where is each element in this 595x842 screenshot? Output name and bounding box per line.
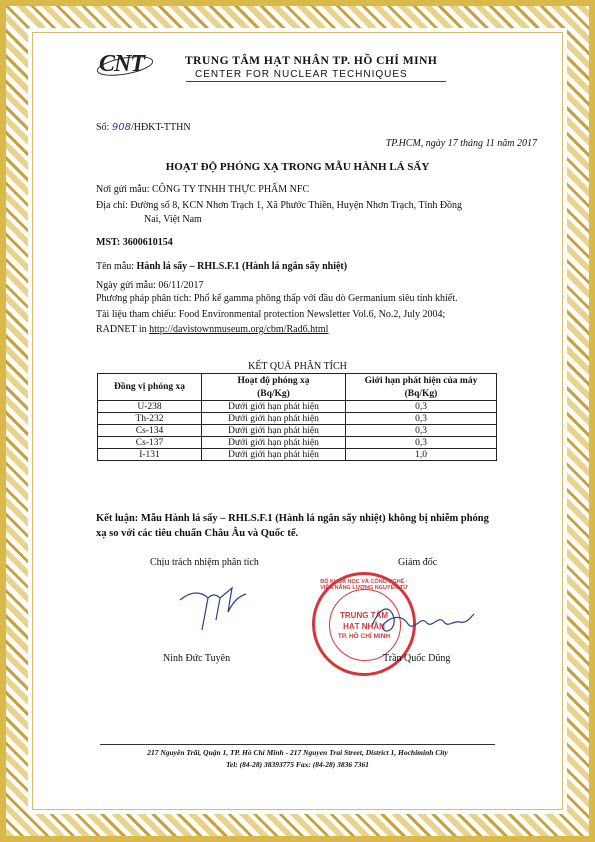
sample-name-label: Tên mẫu: [96,261,137,272]
header-divider [186,81,446,82]
sender-line: Nơi gửi mẫu: CÔNG TY TNHH THỰC PHẨM NFC [96,184,310,195]
isotope-cell: Cs-137 [98,437,202,449]
address-line-2: Nai, Việt Nam [144,214,202,225]
header-limit: Giới hạn phát hiện của máy [346,374,497,388]
document-number [96,122,191,133]
limit-cell: 0,3 [346,425,497,437]
director-name: Trần Quốc Dũng [383,653,451,664]
reference-line-2 [96,323,328,336]
header-isotope: Đồng vị phóng xạ [98,374,202,401]
sample-name [96,260,347,273]
document-title: HOẠT ĐỘ PHÓNG XẠ TRONG MẪU HÀNH LÁ SẤY [165,161,430,173]
activity-cell: Dưới giới hạn phát hiện [202,425,346,437]
org-name-vi: TRUNG TÂM HẠT NHÂN TP. HỒ CHÍ MINH [185,55,438,67]
cnt-logo [95,52,155,80]
tax-code: MST: 3600610154 [96,237,173,248]
activity-cell: Dưới giới hạn phát hiện [202,449,346,461]
director-title: Giám đốc [398,557,438,568]
limit-cell: 0,3 [346,401,497,413]
sample-name-value: Hành lá sấy – RHLS.F.1 (Hành lá ngắn sấy nhiệt) [136,261,348,272]
analyst-name: Ninh Đức Tuyên [163,653,231,664]
isotope-cell: Th-232 [98,413,202,425]
place-date: TP.HCM, ngày 17 tháng 11 năm 2017 [385,138,537,149]
results-caption: KẾT QUẢ PHÂN TÍCH [248,361,347,372]
stamp-center-1: TRUNG TÂM [340,611,388,620]
table-row [98,449,497,461]
limit-unit: (Bq/Kg) [346,387,497,401]
limit-cell: 1,0 [346,449,497,461]
activity-cell: Dưới giới hạn phát hiện [202,413,346,425]
conclusion-line-2: xạ so với các tiêu chuẩn Châu Âu và Quốc tế. [96,528,299,539]
isotope-cell: I-131 [98,449,202,461]
activity-unit: (Bq/Kg) [202,387,346,401]
activity-cell: Dưới giới hạn phát hiện [202,401,346,413]
so-label: Số: [96,122,110,133]
logo-text: CNT [99,51,144,77]
stamp-center-2: HẠT NHÂN [343,622,385,631]
analysis-method: Phương pháp phân tích: Phổ kế gamma phông thấp với đầu dò Germanium siêu tinh khiết. [96,293,458,304]
analyst-signature-icon [172,580,252,635]
director-signature-icon [368,596,478,646]
table-row [98,401,497,413]
isotope-cell: Cs-134 [98,425,202,437]
address-line-1: Địa chỉ: Đường số 8, KCN Nhơn Trạch 1, Xã Phước Thiền, Huyện Nhơn Trạch, Tỉnh Đồng [96,200,463,211]
activity-cell: Dưới giới hạn phát hiện [202,437,346,449]
table-row [98,425,497,437]
reference-line-1: Tài liệu tham chiếu: Food Environmental protection Newsletter Vol.6, No.2, July 2004; [96,309,446,320]
stamp-center-3: TP. HỒ CHÍ MINH [337,633,391,640]
footer-address: 217 Nguyễn Trãi, Quận 1, TP. Hồ Chí Minh - 217 Nguyen Trai Street, District 1, Hochiminh City [147,748,448,757]
sample-date: Ngày gửi mẫu: 06/11/2017 [96,280,204,291]
footer-divider [100,744,495,745]
table-row [98,437,497,449]
limit-cell: 0,3 [346,437,497,449]
so-number-handwritten: 908 [111,122,131,133]
reference-prefix: RADNET in [96,324,150,335]
results-table [97,373,497,461]
header-activity: Hoạt độ phóng xạ [202,374,346,388]
conclusion-line-1: Kết luận: Mẫu Hành lá sấy – RHLS.F.1 (Hành lá ngắn sấy nhiệt) không bị nhiễm phóng [96,513,489,524]
analyst-title: Chịu trách nhiệm phân tích [150,557,259,568]
footer-contact: Tel: (84-28) 38393775 Fax: (84-28) 3836 7361 [225,760,370,769]
org-name-en: CENTER FOR NUCLEAR TECHNIQUES [195,69,408,80]
isotope-cell: U-238 [98,401,202,413]
stamp-ring-text: BỘ KHOA HỌC VÀ CÔNG NGHỆ · VIỆN NĂNG LƯỢNG NGUYÊN TỬ [320,579,408,591]
table-header-row [98,374,497,388]
table-row [98,413,497,425]
limit-cell: 0,3 [346,413,497,425]
reference-link[interactable]: http://davistownmuseum.org/cbm/Rad6.html [149,324,329,335]
so-suffix: /HĐKT-TTHN [130,122,191,133]
